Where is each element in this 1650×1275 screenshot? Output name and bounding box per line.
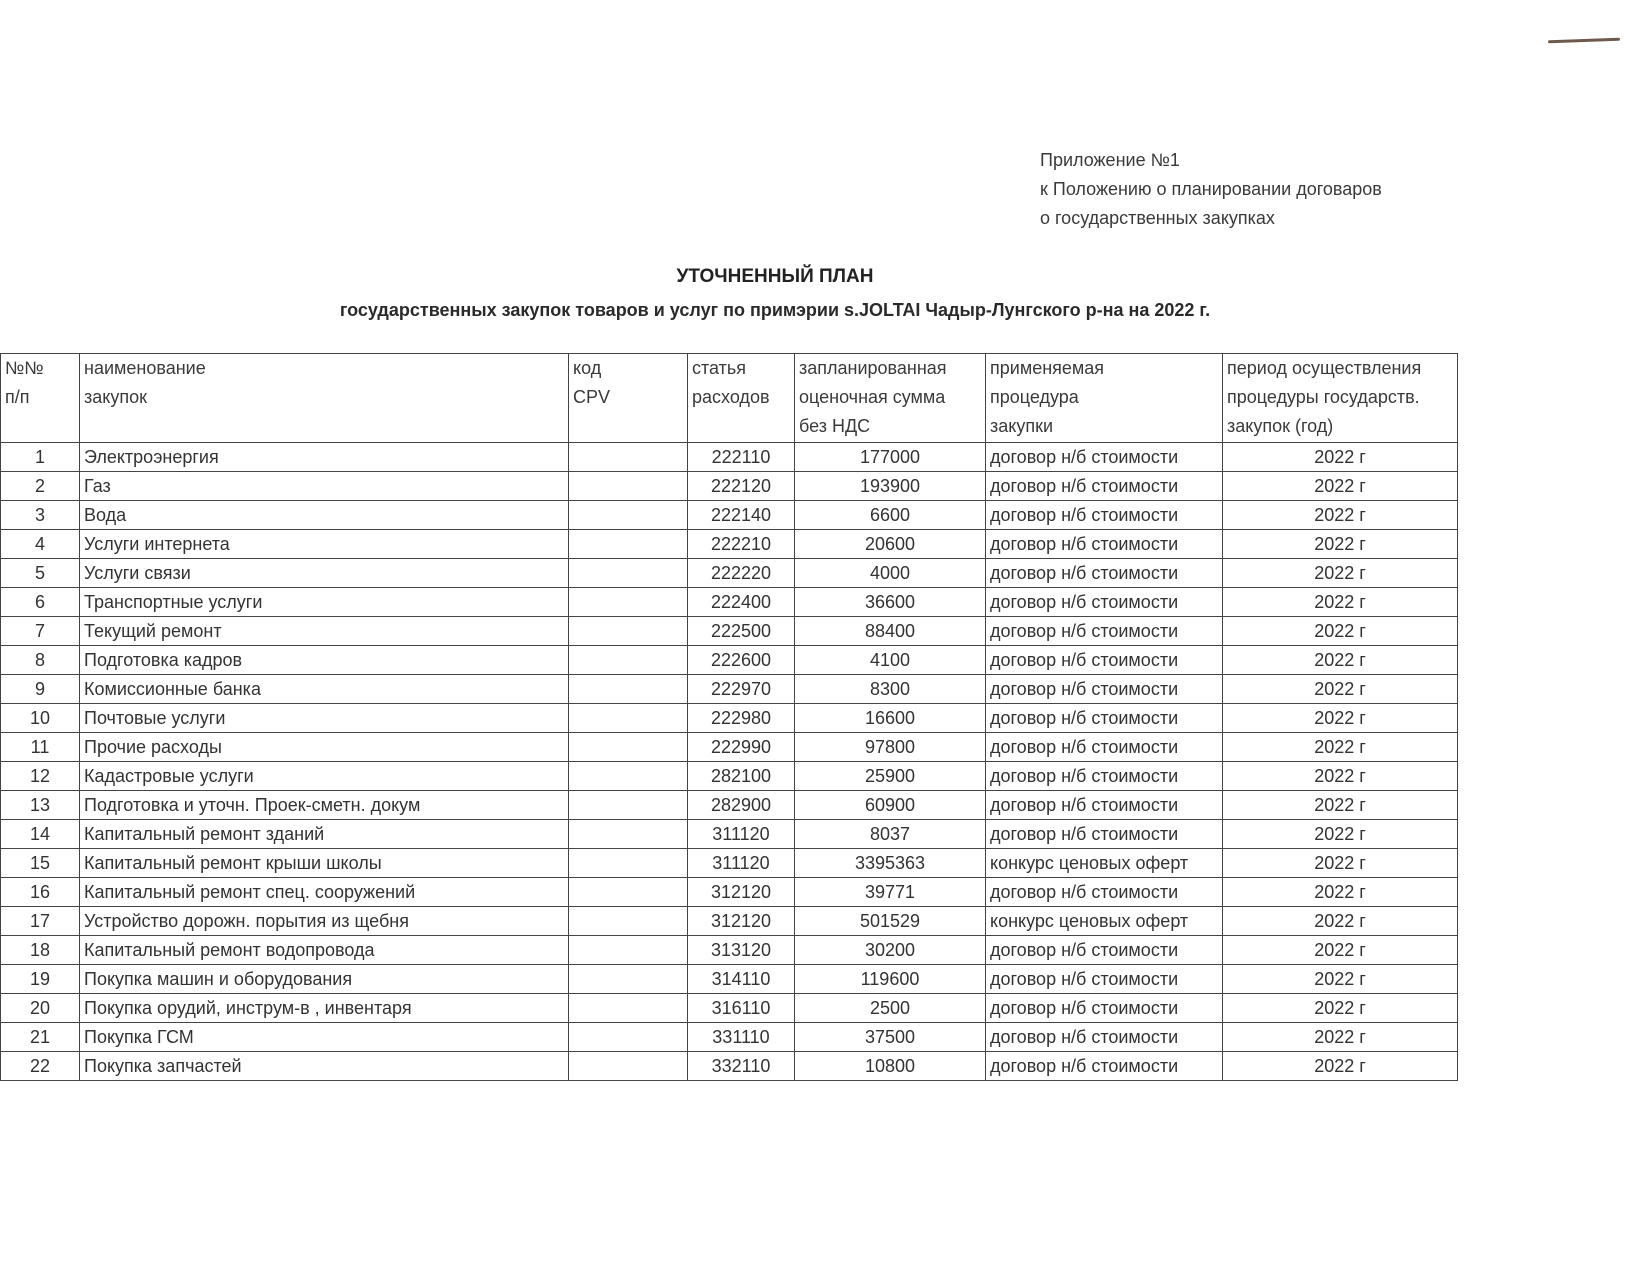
table-row xyxy=(1,878,1458,907)
header-line: период осуществления xyxy=(1227,358,1422,378)
period-cell: 2022 г xyxy=(1223,443,1458,472)
item-name-cell: Покупка запчастей xyxy=(80,1052,569,1081)
row-number-cell: 17 xyxy=(1,907,80,936)
planned-sum-cell: 25900 xyxy=(795,762,986,791)
period-cell: 2022 г xyxy=(1223,907,1458,936)
procedure-cell: договор н/б стоимости xyxy=(986,559,1223,588)
table-row xyxy=(1,849,1458,878)
procedure-cell: договор н/б стоимости xyxy=(986,820,1223,849)
expense-article-cell: 222140 xyxy=(688,501,795,530)
planned-sum-cell: 36600 xyxy=(795,588,986,617)
planned-sum-cell: 2500 xyxy=(795,994,986,1023)
expense-article-cell: 282100 xyxy=(688,762,795,791)
row-number-cell: 6 xyxy=(1,588,80,617)
header-line: процедура xyxy=(990,387,1079,407)
header-line: код xyxy=(573,358,602,378)
header-line: запланированная xyxy=(799,358,947,378)
col-cpv-code-header xyxy=(569,354,688,443)
row-number-cell: 8 xyxy=(1,646,80,675)
planned-sum-cell: 10800 xyxy=(795,1052,986,1081)
item-name-cell: Транспортные услуги xyxy=(80,588,569,617)
planned-sum-cell: 119600 xyxy=(795,965,986,994)
planned-sum-cell: 8037 xyxy=(795,820,986,849)
item-name-cell: Вода xyxy=(80,501,569,530)
row-number-cell: 5 xyxy=(1,559,80,588)
table-row xyxy=(1,936,1458,965)
cpv-code-cell xyxy=(569,820,688,849)
table-row xyxy=(1,675,1458,704)
period-cell: 2022 г xyxy=(1223,994,1458,1023)
table-row xyxy=(1,530,1458,559)
period-cell: 2022 г xyxy=(1223,646,1458,675)
item-name-cell: Электроэнергия xyxy=(80,443,569,472)
row-number-cell: 11 xyxy=(1,733,80,762)
cpv-code-cell xyxy=(569,501,688,530)
planned-sum-cell: 37500 xyxy=(795,1023,986,1052)
col-period-header xyxy=(1223,354,1458,443)
expense-article-cell: 314110 xyxy=(688,965,795,994)
cpv-code-cell xyxy=(569,733,688,762)
item-name-cell: Газ xyxy=(80,472,569,501)
period-cell: 2022 г xyxy=(1223,559,1458,588)
header-line: CPV xyxy=(573,387,611,407)
item-name-cell: Почтовые услуги xyxy=(80,704,569,733)
expense-article-cell: 222600 xyxy=(688,646,795,675)
procedure-cell: договор н/б стоимости xyxy=(986,791,1223,820)
procedure-cell: договор н/б стоимости xyxy=(986,1052,1223,1081)
table-row xyxy=(1,907,1458,936)
procedure-cell: договор н/б стоимости xyxy=(986,588,1223,617)
expense-article-cell: 222220 xyxy=(688,559,795,588)
row-number-cell: 4 xyxy=(1,530,80,559)
row-number-cell: 12 xyxy=(1,762,80,791)
procedure-cell: договор н/б стоимости xyxy=(986,501,1223,530)
cpv-code-cell xyxy=(569,675,688,704)
period-cell: 2022 г xyxy=(1223,1023,1458,1052)
header-line: расходов xyxy=(692,387,770,407)
row-number-cell: 22 xyxy=(1,1052,80,1081)
table-row xyxy=(1,617,1458,646)
row-number-cell: 21 xyxy=(1,1023,80,1052)
expense-article-cell: 222120 xyxy=(688,472,795,501)
item-name-cell: Капитальный ремонт крыши школы xyxy=(80,849,569,878)
header-line: закупки xyxy=(990,416,1054,436)
cpv-code-cell xyxy=(569,1023,688,1052)
table-row xyxy=(1,762,1458,791)
header-line xyxy=(84,412,564,441)
cpv-code-cell xyxy=(569,588,688,617)
expense-article-cell: 316110 xyxy=(688,994,795,1023)
expense-article-cell: 313120 xyxy=(688,936,795,965)
row-number-cell: 9 xyxy=(1,675,80,704)
period-cell: 2022 г xyxy=(1223,733,1458,762)
table-body xyxy=(1,443,1458,1081)
expense-article-cell: 222970 xyxy=(688,675,795,704)
row-number-cell: 13 xyxy=(1,791,80,820)
table-row xyxy=(1,1023,1458,1052)
planned-sum-cell: 193900 xyxy=(795,472,986,501)
planned-sum-cell: 8300 xyxy=(795,675,986,704)
procedure-cell: договор н/б стоимости xyxy=(986,1023,1223,1052)
item-name-cell: Подготовка кадров xyxy=(80,646,569,675)
cpv-code-cell xyxy=(569,936,688,965)
row-number-cell: 7 xyxy=(1,617,80,646)
item-name-cell: Покупка орудий, инструм-в , инвентаря xyxy=(80,994,569,1023)
table-row xyxy=(1,1052,1458,1081)
period-cell: 2022 г xyxy=(1223,617,1458,646)
item-name-cell: Текущий ремонт xyxy=(80,617,569,646)
header-line: закупок xyxy=(84,387,147,407)
planned-sum-cell: 6600 xyxy=(795,501,986,530)
row-number-cell: 10 xyxy=(1,704,80,733)
item-name-cell: Капитальный ремонт водопровода xyxy=(80,936,569,965)
table-row xyxy=(1,559,1458,588)
expense-article-cell: 222110 xyxy=(688,443,795,472)
procedure-cell: договор н/б стоимости xyxy=(986,994,1223,1023)
row-number-cell: 14 xyxy=(1,820,80,849)
item-name-cell: Устройство дорожн. порытия из щебня xyxy=(80,907,569,936)
header-line: оценочная сумма xyxy=(799,387,946,407)
procedure-cell: договор н/б стоимости xyxy=(986,530,1223,559)
procedure-cell: договор н/б стоимости xyxy=(986,704,1223,733)
period-cell: 2022 г xyxy=(1223,820,1458,849)
item-name-cell: Капитальный ремонт зданий xyxy=(80,820,569,849)
expense-article-cell: 222980 xyxy=(688,704,795,733)
cpv-code-cell xyxy=(569,994,688,1023)
procedure-cell: договор н/б стоимости xyxy=(986,617,1223,646)
expense-article-cell: 312120 xyxy=(688,907,795,936)
header-line: процедуры государств. xyxy=(1227,387,1420,407)
table-row xyxy=(1,646,1458,675)
cpv-code-cell xyxy=(569,762,688,791)
table-header-row xyxy=(1,354,1458,443)
cpv-code-cell xyxy=(569,791,688,820)
col-number-header xyxy=(1,354,80,443)
procedure-cell: договор н/б стоимости xyxy=(986,965,1223,994)
table-row xyxy=(1,994,1458,1023)
item-name-cell: Комиссионные банка xyxy=(80,675,569,704)
expense-article-cell: 311120 xyxy=(688,820,795,849)
expense-article-cell: 312120 xyxy=(688,878,795,907)
period-cell: 2022 г xyxy=(1223,530,1458,559)
expense-article-cell: 222990 xyxy=(688,733,795,762)
procedure-cell: договор н/б стоимости xyxy=(986,675,1223,704)
expense-article-cell: 222210 xyxy=(688,530,795,559)
period-cell: 2022 г xyxy=(1223,936,1458,965)
period-cell: 2022 г xyxy=(1223,501,1458,530)
row-number-cell: 19 xyxy=(1,965,80,994)
planned-sum-cell: 30200 xyxy=(795,936,986,965)
col-name-header xyxy=(80,354,569,443)
planned-sum-cell: 501529 xyxy=(795,907,986,936)
table-row xyxy=(1,733,1458,762)
cpv-code-cell xyxy=(569,849,688,878)
header-line: п/п xyxy=(5,387,30,407)
planned-sum-cell: 16600 xyxy=(795,704,986,733)
cpv-code-cell xyxy=(569,1052,688,1081)
cpv-code-cell xyxy=(569,472,688,501)
item-name-cell: Услуги интернета xyxy=(80,530,569,559)
period-cell: 2022 г xyxy=(1223,878,1458,907)
period-cell: 2022 г xyxy=(1223,588,1458,617)
cpv-code-cell xyxy=(569,907,688,936)
table-row xyxy=(1,472,1458,501)
item-name-cell: Покупка ГСМ xyxy=(80,1023,569,1052)
header-line xyxy=(692,412,790,441)
procedure-cell: договор н/б стоимости xyxy=(986,762,1223,791)
table-row xyxy=(1,704,1458,733)
annex-line-2: к Положению о планировании договаров xyxy=(1040,179,1382,199)
header-line: применяемая xyxy=(990,358,1105,378)
procedure-cell: договор н/б стоимости xyxy=(986,733,1223,762)
procedure-cell: договор н/б стоимости xyxy=(986,646,1223,675)
table-row xyxy=(1,443,1458,472)
planned-sum-cell: 60900 xyxy=(795,791,986,820)
row-number-cell: 1 xyxy=(1,443,80,472)
col-planned-sum-header xyxy=(795,354,986,443)
header-line: №№ xyxy=(5,358,44,378)
cpv-code-cell xyxy=(569,530,688,559)
annex-line-3: о государственных закупках xyxy=(1040,208,1275,228)
procedure-cell: конкурс ценовых оферт xyxy=(986,849,1223,878)
expense-article-cell: 331110 xyxy=(688,1023,795,1052)
planned-sum-cell: 177000 xyxy=(795,443,986,472)
period-cell: 2022 г xyxy=(1223,849,1458,878)
annex-reference xyxy=(1040,146,1382,233)
header-line: без НДС xyxy=(799,416,871,436)
item-name-cell: Капитальный ремонт спец. сооружений xyxy=(80,878,569,907)
cpv-code-cell xyxy=(569,646,688,675)
expense-article-cell: 282900 xyxy=(688,791,795,820)
planned-sum-cell: 3395363 xyxy=(795,849,986,878)
pen-mark xyxy=(1548,38,1620,44)
procedure-cell: договор н/б стоимости xyxy=(986,878,1223,907)
cpv-code-cell xyxy=(569,443,688,472)
period-cell: 2022 г xyxy=(1223,965,1458,994)
procedure-cell: договор н/б стоимости xyxy=(986,936,1223,965)
expense-article-cell: 222400 xyxy=(688,588,795,617)
expense-article-cell: 222500 xyxy=(688,617,795,646)
period-cell: 2022 г xyxy=(1223,762,1458,791)
period-cell: 2022 г xyxy=(1223,675,1458,704)
table-row xyxy=(1,791,1458,820)
planned-sum-cell: 39771 xyxy=(795,878,986,907)
table-row xyxy=(1,501,1458,530)
period-cell: 2022 г xyxy=(1223,472,1458,501)
planned-sum-cell: 4000 xyxy=(795,559,986,588)
cpv-code-cell xyxy=(569,878,688,907)
row-number-cell: 2 xyxy=(1,472,80,501)
row-number-cell: 18 xyxy=(1,936,80,965)
period-cell: 2022 г xyxy=(1223,791,1458,820)
period-cell: 2022 г xyxy=(1223,704,1458,733)
expense-article-cell: 311120 xyxy=(688,849,795,878)
table-row xyxy=(1,965,1458,994)
procedure-cell: конкурс ценовых оферт xyxy=(986,907,1223,936)
cpv-code-cell xyxy=(569,617,688,646)
procurement-plan-table xyxy=(0,353,1458,1081)
annex-line-1: Приложение №1 xyxy=(1040,150,1180,170)
cpv-code-cell xyxy=(569,965,688,994)
header-line xyxy=(573,412,683,441)
col-procedure-header xyxy=(986,354,1223,443)
item-name-cell: Прочие расходы xyxy=(80,733,569,762)
row-number-cell: 20 xyxy=(1,994,80,1023)
planned-sum-cell: 20600 xyxy=(795,530,986,559)
planned-sum-cell: 88400 xyxy=(795,617,986,646)
row-number-cell: 15 xyxy=(1,849,80,878)
item-name-cell: Кадастровые услуги xyxy=(80,762,569,791)
item-name-cell: Услуги связи xyxy=(80,559,569,588)
col-expense-article-header xyxy=(688,354,795,443)
header-line xyxy=(5,412,75,441)
document-title: УТОЧНЕННЫЙ ПЛАН xyxy=(676,266,874,287)
period-cell: 2022 г xyxy=(1223,1052,1458,1081)
table-row xyxy=(1,820,1458,849)
cpv-code-cell xyxy=(569,704,688,733)
document-subtitle: государственных закупок товаров и услуг по примэрии s.JOLTAI Чадыр-Лунгского р-на на 2022 г. xyxy=(339,300,1211,320)
row-number-cell: 3 xyxy=(1,501,80,530)
cpv-code-cell xyxy=(569,559,688,588)
expense-article-cell: 332110 xyxy=(688,1052,795,1081)
row-number-cell: 16 xyxy=(1,878,80,907)
header-line: наименование xyxy=(84,358,206,378)
header-line: статья xyxy=(692,358,747,378)
item-name-cell: Покупка машин и оборудования xyxy=(80,965,569,994)
item-name-cell: Подготовка и уточн. Проек-сметн. докум xyxy=(80,791,569,820)
procedure-cell: договор н/б стоимости xyxy=(986,472,1223,501)
planned-sum-cell: 4100 xyxy=(795,646,986,675)
planned-sum-cell: 97800 xyxy=(795,733,986,762)
header-line: закупок (год) xyxy=(1227,416,1334,436)
table-row xyxy=(1,588,1458,617)
procedure-cell: договор н/б стоимости xyxy=(986,443,1223,472)
